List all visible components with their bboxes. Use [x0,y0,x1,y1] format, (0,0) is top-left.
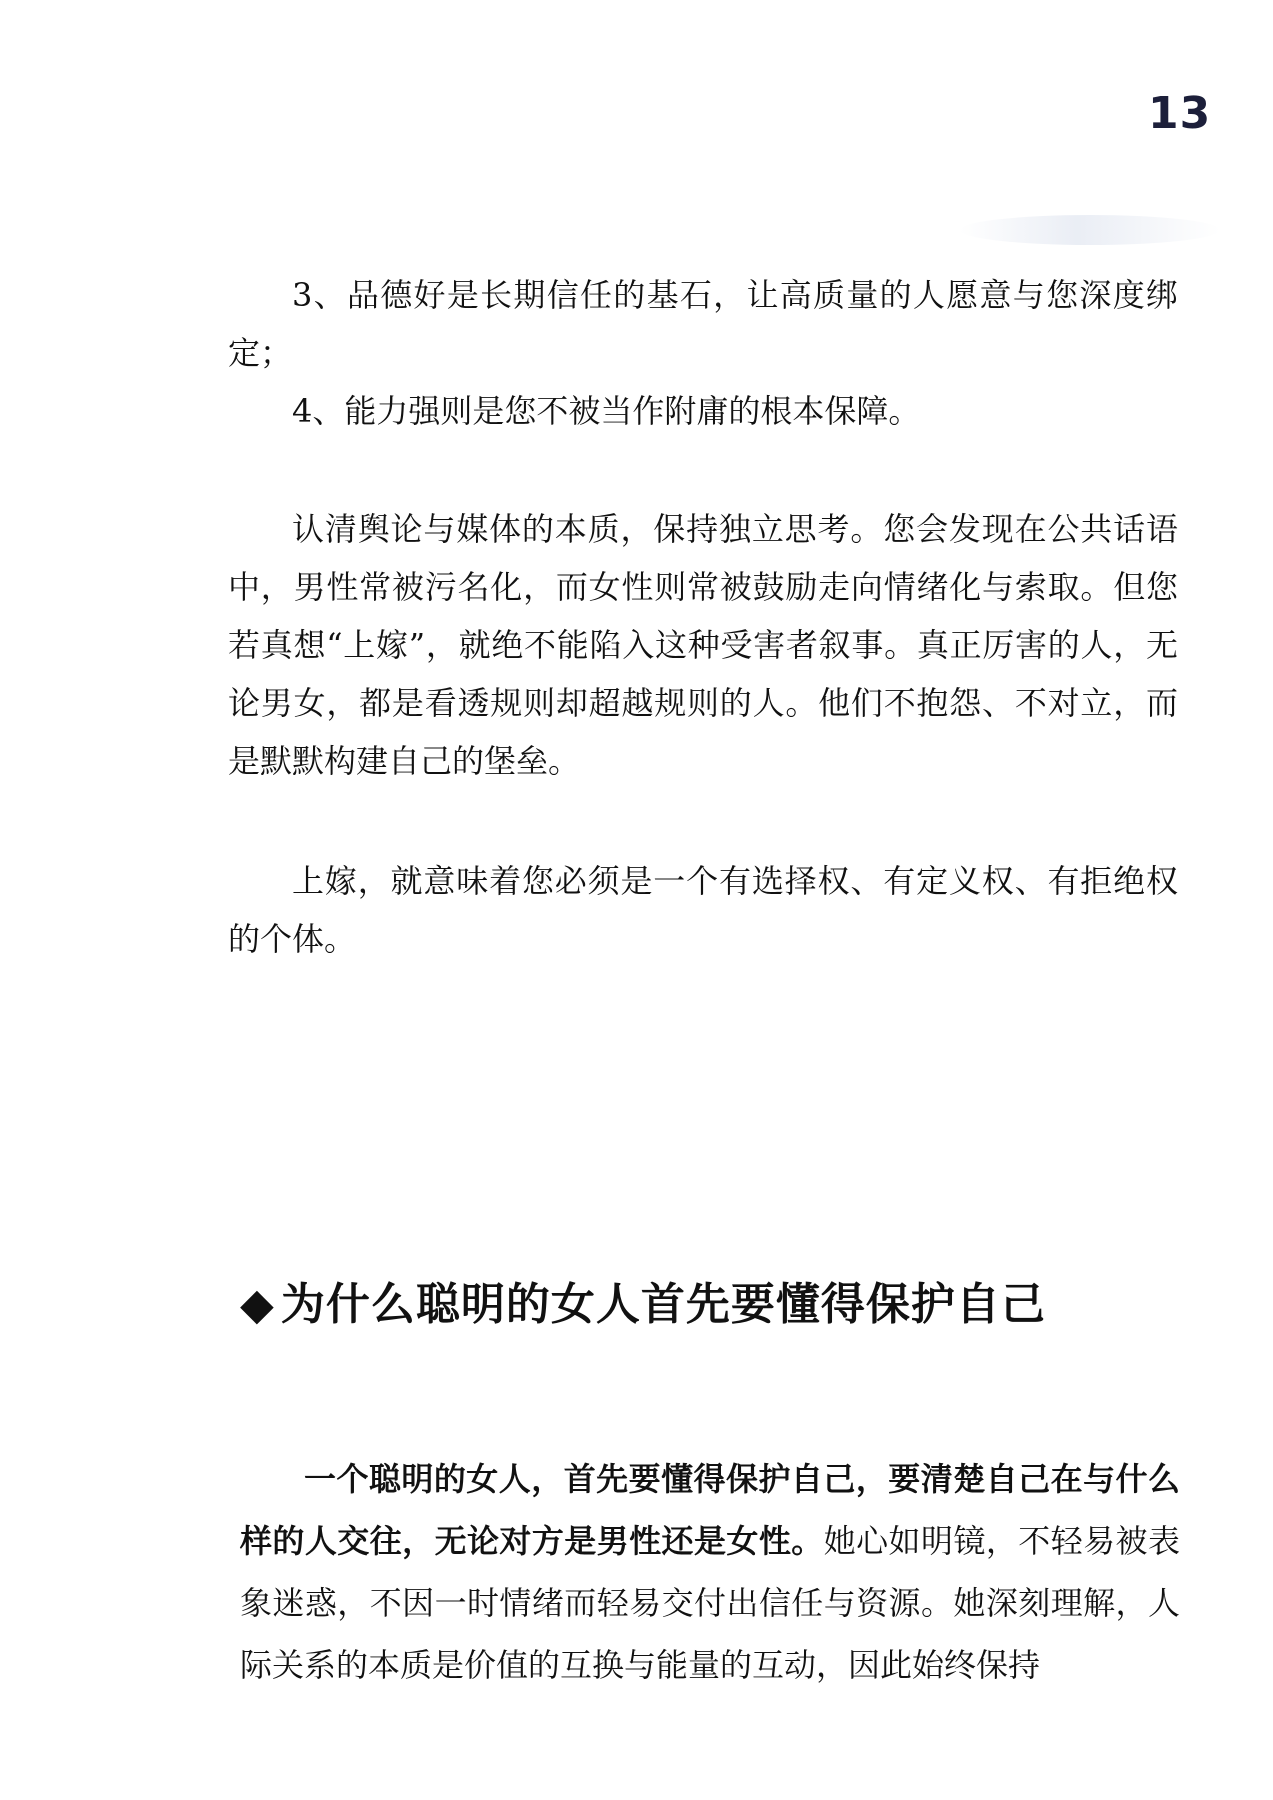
list-block [228,266,1178,440]
paragraph-marry-up [228,852,1178,968]
list-item-4: 4、能力强则是您不被当作附庸的根本保障。 [292,392,921,430]
paragraph-protect [240,1448,1180,1696]
paragraph-media [228,500,1178,790]
paragraph-text: 认清舆论与媒体的本质，保持独立思考。您会发现在公共话语中，男性常被污名化，而女性则常被鼓励走向情绪化与索取。但您若真想“上嫁”，就绝不能陷入这种受害者叙事。真正厉害的人，无论男女，都是看透规则却超越规则的人。他们不抱怨、不对立，而是默默构建自己的堡垒。 [228,510,1178,780]
bold-lead: 一个聪明的女人，首先要懂得保护自己，要清楚自己在与什么样的人交往，无论对方是男性还是女性。 [240,1460,1180,1560]
decorative-smudge [960,215,1220,245]
paragraph-body: 她心如明镜，不轻易被表象迷惑，不因一时情绪而轻易交付出信任与资源。她深刻理解，人际关系的本质是价值的互换与能量的互动，因此始终保持 [240,1522,1180,1684]
diamond-bullet-icon: ◆ [240,1279,275,1330]
list-item-3: 3、品德好是长期信任的基石，让高质量的人愿意与您深度绑定； [228,276,1178,372]
section-title: 为什么聪明的女人首先要懂得保护自己 [280,1279,1046,1330]
page-number: 13 [1148,88,1212,139]
paragraph-text: 上嫁，就意味着您必须是一个有选择权、有定义权、有拒绝权的个体。 [228,862,1178,958]
section-heading [240,1268,1046,1332]
paragraph-text [240,1448,1180,1696]
